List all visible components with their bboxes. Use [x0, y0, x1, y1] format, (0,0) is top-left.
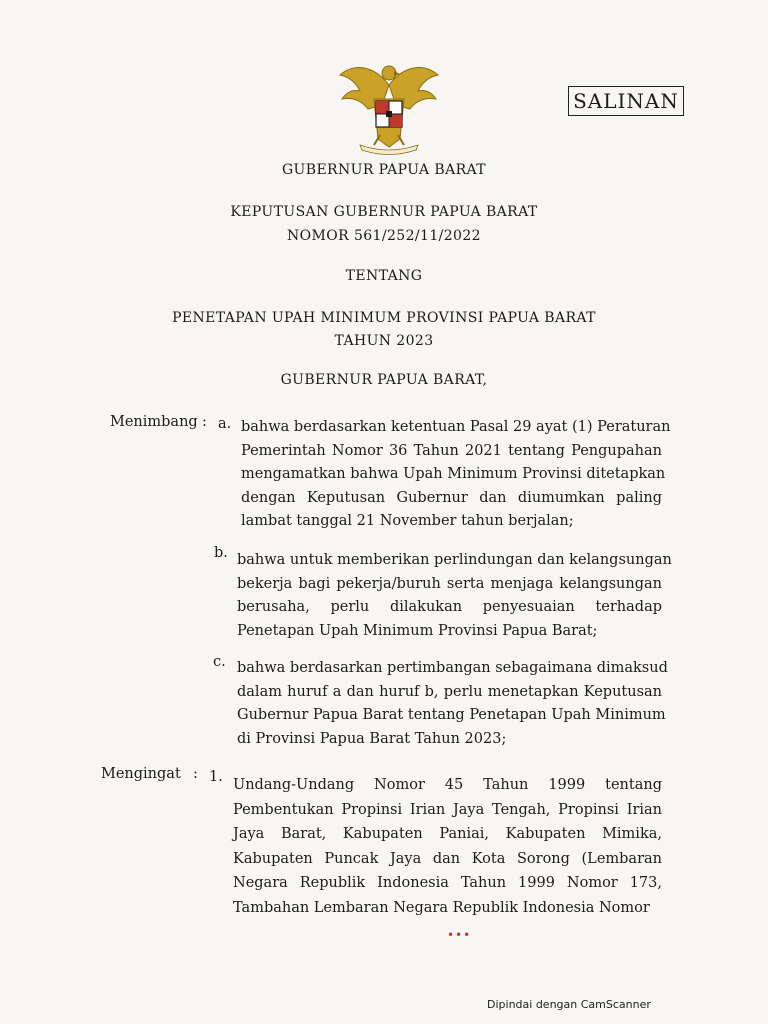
item-marker-b: b.: [214, 545, 228, 561]
scanner-watermark: Dipindai dengan CamScanner: [487, 998, 651, 1011]
mengingat-colon: :: [193, 766, 198, 782]
text-line: bahwa berdasarkan ketentuan Pasal 29 ayat (1) Peraturan: [241, 419, 671, 435]
about-heading: TENTANG: [345, 268, 423, 284]
menimbang-item-b: [237, 549, 672, 643]
text-line: mengamatkan bahwa Upah Minimum Provinsi ditetapkan: [241, 466, 666, 482]
page-ornament-icon: •••: [447, 928, 472, 942]
text-line: bekerja bagi pekerja/buruh serta menjaga kelangsungan: [237, 575, 662, 592]
item-marker-c: c.: [213, 654, 226, 670]
text-line: berusaha, perlu dilakukan penyesuaian terhadap: [237, 599, 662, 615]
text-line: Undang-Undang Nomor 45 Tahun 1999 tentang: [233, 777, 662, 793]
menimbang-colon: :: [202, 414, 207, 430]
text-line: Pemerintah Nomor 36 Tahun 2021 tentang Pengupahan: [241, 442, 662, 459]
mengingat-label: Mengingat: [101, 766, 181, 782]
menimbang-label: Menimbang: [110, 414, 198, 430]
text-line: Gubernur Papua Barat tentang Penetapan Upah Minimum: [237, 707, 666, 723]
text-line: dengan Keputusan Gubernur dan diumumkan paling: [241, 489, 662, 506]
menimbang-item-a: [241, 416, 671, 534]
item-marker-a: a.: [218, 416, 232, 432]
text-line: dalam huruf a dan huruf b, perlu menetapkan Keputusan: [237, 683, 662, 700]
salinan-stamp: SALINAN: [568, 86, 684, 116]
subject-line-2: TAHUN 2023: [334, 333, 434, 349]
governor-title: GUBERNUR PAPUA BARAT: [281, 162, 487, 178]
text-line: di Provinsi Papua Barat Tahun 2023;: [237, 730, 507, 747]
text-line: Tambahan Lembaran Negara Republik Indonesia Nomor: [233, 899, 650, 916]
decree-title: KEPUTUSAN GUBERNUR PAPUA BARAT: [230, 204, 538, 220]
text-line: Kabupaten Puncak Jaya dan Kota Sorong (Lembaran: [233, 850, 662, 867]
text-line: bahwa untuk memberikan perlindungan dan kelangsungan: [237, 552, 672, 568]
text-line: bahwa berdasarkan pertimbangan sebagaimana dimaksud: [237, 660, 668, 676]
item-marker-1: 1.: [209, 769, 223, 785]
menimbang-item-c: [237, 657, 668, 751]
decree-number: NOMOR 561/252/11/2022: [287, 228, 481, 244]
subject-line-1: PENETAPAN UPAH MINIMUM PROVINSI PAPUA BARAT: [172, 310, 596, 326]
text-line: Negara Republik Indonesia Tahun 1999 Nomor 173,: [233, 875, 662, 892]
text-line: lambat tanggal 21 November tahun berjalan;: [241, 513, 574, 529]
issuer-heading: GUBERNUR PAPUA BARAT,: [280, 372, 488, 388]
text-line: Penetapan Upah Minimum Provinsi Papua Barat;: [237, 622, 598, 639]
mengingat-item-1: [233, 773, 662, 921]
garuda-emblem-icon: [334, 55, 444, 155]
text-line: Pembentukan Propinsi Irian Jaya Tengah, Propinsi Irian: [233, 801, 662, 818]
text-line: Jaya Barat, Kabupaten Paniai, Kabupaten Mimika,: [233, 826, 662, 843]
